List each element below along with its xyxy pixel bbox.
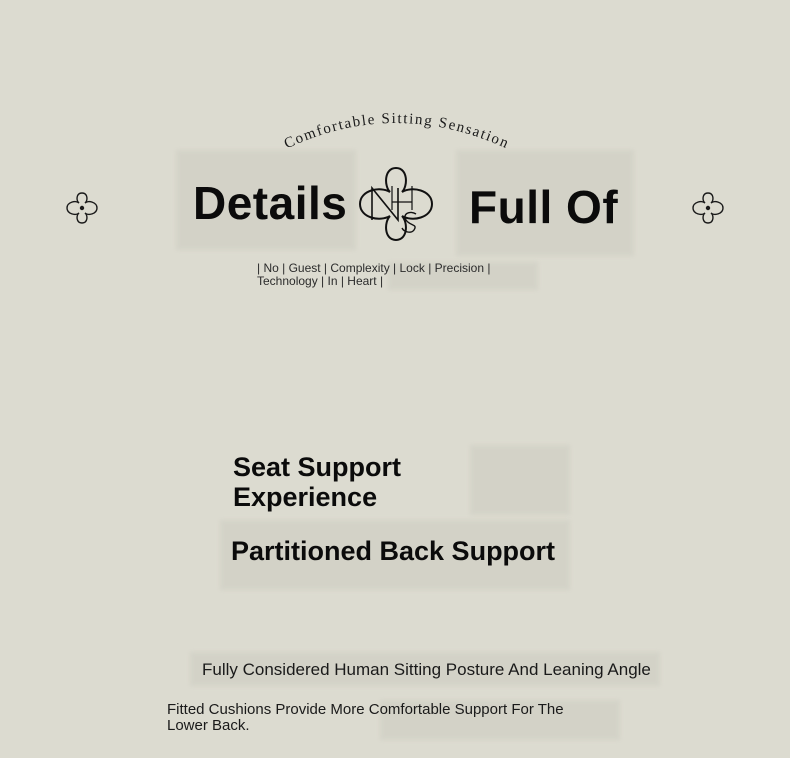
back-support-heading: Partitioned Back Support: [231, 536, 556, 566]
cushion-description: Fitted Cushions Provide More Comfortable Support For The Lower Back.: [167, 701, 564, 734]
clover-icon: [690, 190, 726, 226]
title-full-of: Full Of: [469, 181, 619, 233]
posture-description: Fully Considered Human Sitting Posture And Leaning Angle: [202, 660, 651, 679]
nhs-monogram-icon: [356, 164, 436, 244]
tagline-line: Technology | In | Heart |: [257, 274, 384, 288]
background-ghost-block: [470, 445, 570, 515]
tagline-line: | No | Guest | Complexity | Lock | Precision |: [257, 261, 491, 275]
title-details: Details: [193, 177, 348, 229]
arc-headline: [250, 95, 540, 170]
arc-headline-text: Comfortable Sitting Sensation: [281, 110, 513, 153]
svg-text:Comfortable Sitting Sensation: [282, 111, 512, 152]
seat-support-heading: Seat Support Experience: [233, 452, 402, 512]
tagline: [257, 262, 497, 288]
clover-icon: [64, 190, 100, 226]
